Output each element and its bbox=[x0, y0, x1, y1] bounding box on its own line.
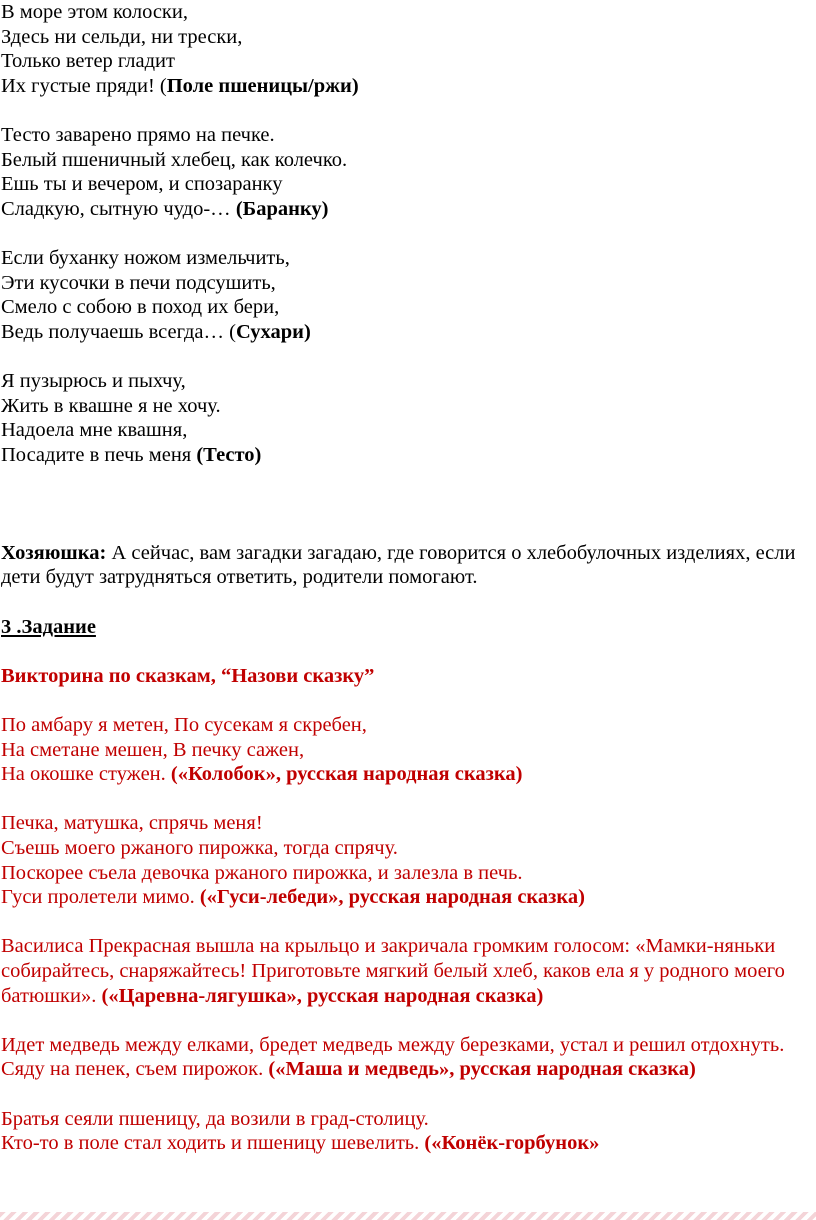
riddle-stanza bbox=[1, 0, 816, 98]
quiz-text: Идет медведь между елками, бредет медведь между березками, устал и решил отдохнуть. Сяду на пенек, съем пирожок. bbox=[1, 1033, 785, 1081]
quiz-title-text: Викторина по сказкам, “Назови сказку” bbox=[1, 664, 375, 687]
riddle-line: Тесто заварено прямо на печке. bbox=[1, 123, 275, 146]
quiz-line: Съешь моего ржаного пирожка, тогда спрячу. bbox=[1, 837, 398, 859]
host-label: Хозяюшка: bbox=[1, 541, 107, 564]
quiz-item bbox=[1, 1107, 816, 1156]
riddle-last-line bbox=[1, 320, 816, 345]
quiz-last-line bbox=[1, 885, 816, 910]
host-text: А сейчас, вам загадки загадаю, где говорится о хлебобулочных изделиях, если дети будут затрудняться ответить, родители помогают. bbox=[1, 541, 796, 589]
riddle-line-text: Посадите в печь меня bbox=[1, 443, 197, 466]
riddle-stanza bbox=[1, 369, 816, 467]
quiz-item bbox=[1, 811, 816, 909]
page-bottom-divider bbox=[0, 1212, 816, 1220]
quiz-line: На сметане мешен, В печку сажен, bbox=[1, 738, 305, 761]
task-heading-text: 3 .Задание bbox=[1, 615, 96, 638]
quiz-line: Печка, матушка, спрячь меня! bbox=[1, 812, 263, 835]
quiz-line: Братья сеяли пшеницу, да возили в град-столицу. bbox=[1, 1107, 429, 1130]
task-heading bbox=[1, 615, 816, 640]
riddle-line-text: Ведь получаешь всегда… ( bbox=[1, 320, 236, 343]
quiz-line-text: На окошке стужен. bbox=[1, 763, 171, 786]
quiz-line: По амбару я метен, По сусекам я скребен, bbox=[1, 714, 367, 737]
quiz-last-line bbox=[1, 762, 816, 787]
riddle-line: Смело с собою в поход их бери, bbox=[1, 296, 280, 319]
quiz-item bbox=[1, 934, 801, 1008]
riddle-answer: Сухари) bbox=[235, 320, 311, 343]
riddle-answer: (Баранку) bbox=[235, 197, 329, 220]
quiz-line-text: Гуси пролетели мимо. bbox=[1, 886, 200, 909]
quiz-line-text: Кто-то в поле стал ходить и пшеницу шевелить. bbox=[1, 1132, 425, 1155]
riddle-answer: (Тесто) bbox=[196, 443, 262, 466]
riddle-line: В море этом колоски, bbox=[1, 1, 188, 23]
riddle-line: Эти кусочки в печи подсушить, bbox=[1, 271, 276, 294]
riddle-last-line bbox=[1, 443, 816, 468]
riddle-line: Белый пшеничный хлебец, как колечко. bbox=[1, 148, 348, 171]
quiz-answer: («Царевна-лягушка», русская народная сказка) bbox=[101, 984, 544, 1007]
riddle-answer: Поле пшеницы/ржи) bbox=[166, 74, 359, 97]
riddle-line-text: Сладкую, сытную чудо-… bbox=[1, 197, 236, 220]
quiz-last-line bbox=[1, 1131, 816, 1156]
riddle-line: Только ветер гладит bbox=[1, 50, 175, 73]
quiz-answer: («Конёк-горбунок» bbox=[424, 1132, 600, 1155]
riddle-line: Надоела мне квашня, bbox=[1, 419, 188, 442]
riddle-line: Жить в квашне я не хочу. bbox=[1, 394, 221, 417]
riddle-stanza bbox=[1, 246, 816, 344]
quiz-text: Василиса Прекрасная вышла на крыльцо и закричала громким голосом: «Мамки-няньки собирайтесь, снаряжайтесь! Приготовьте мягкий белый хлеб, каков ела я у родного моего батюшки». bbox=[1, 935, 785, 1007]
riddle-last-line bbox=[1, 197, 816, 222]
riddle-line-text: Их густые пряди! ( bbox=[1, 74, 167, 97]
host-paragraph bbox=[1, 541, 801, 590]
quiz-line: Поскорее съела девочка ржаного пирожка, и залезла в печь. bbox=[1, 861, 523, 884]
quiz-title bbox=[1, 664, 816, 689]
quiz-item bbox=[1, 713, 816, 787]
quiz-answer: («Гуси-лебеди», русская народная сказка) bbox=[199, 886, 585, 909]
riddle-line: Я пузырюсь и пыхчу, bbox=[1, 369, 186, 392]
riddle-line: Ешь ты и вечером, и спозаранку bbox=[1, 173, 283, 196]
riddle-line: Если буханку ножом измельчить, bbox=[1, 246, 290, 269]
riddle-line: Здесь ни сельди, ни трески, bbox=[1, 25, 243, 48]
quiz-item bbox=[1, 1033, 801, 1082]
riddle-stanza bbox=[1, 123, 816, 221]
quiz-answer: («Колобок», русская народная сказка) bbox=[170, 763, 523, 786]
riddle-last-line bbox=[1, 74, 816, 99]
quiz-answer: («Маша и медведь», русская народная сказка) bbox=[268, 1058, 696, 1081]
